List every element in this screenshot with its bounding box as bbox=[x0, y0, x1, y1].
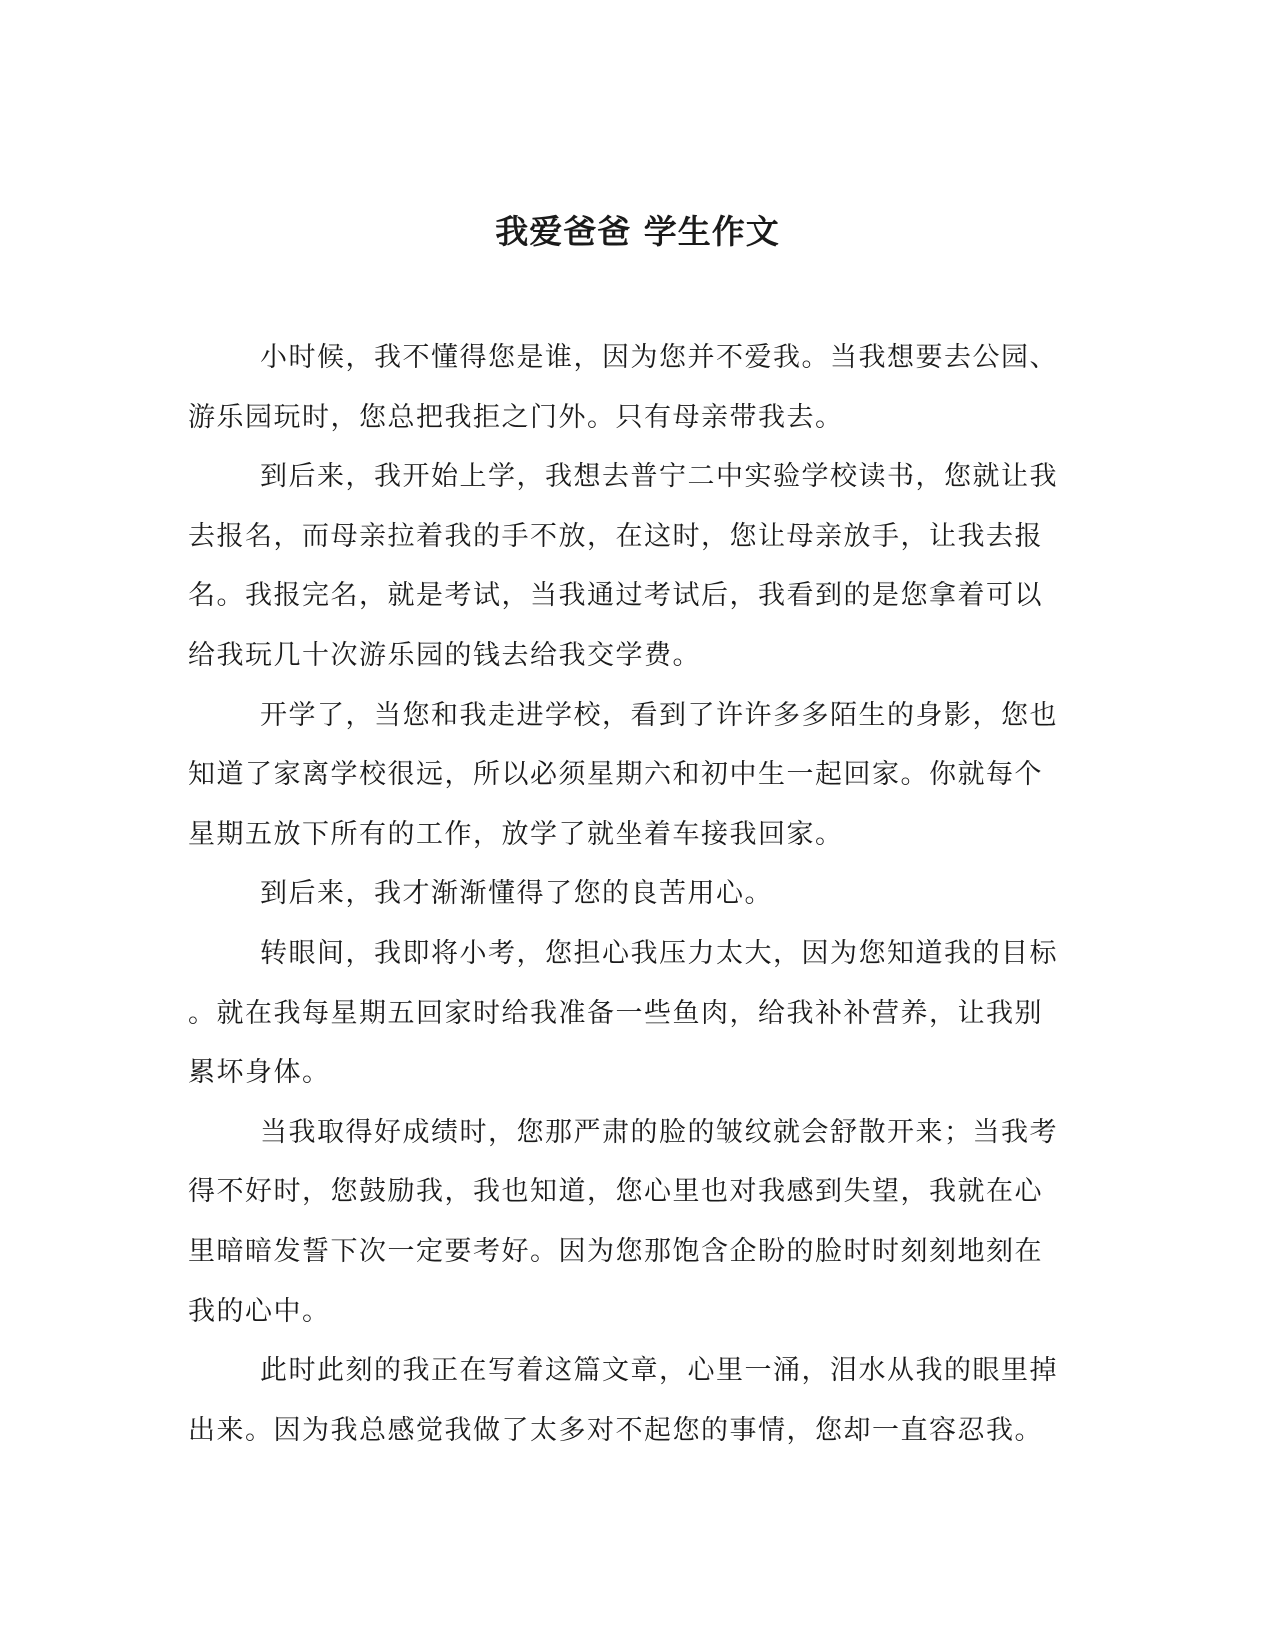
text-line: 此时此刻的我正在写着这篇文章，心里一涌，泪水从我的眼里掉 bbox=[260, 1355, 1058, 1387]
text-line: 到后来，我才渐渐懂得了您的良苦用心。 bbox=[260, 878, 773, 910]
text-line: 。就在我每星期五回家时给我准备一些鱼肉，给我补补营养，让我别 bbox=[188, 997, 1043, 1029]
text-line: 游乐园玩时，您总把我拒之门外。只有母亲带我去。 bbox=[188, 401, 844, 433]
text-line: 累坏身体。 bbox=[188, 1057, 331, 1089]
text-line: 给我玩几十次游乐园的钱去给我交学费。 bbox=[188, 639, 701, 671]
text-line: 得不好时，您鼓励我，我也知道，您心里也对我感到失望，我就在心 bbox=[188, 1176, 1043, 1208]
essay-body bbox=[188, 328, 1073, 1460]
text-line: 去报名，而母亲拉着我的手不放，在这时，您让母亲放手，让我去报 bbox=[188, 520, 1043, 552]
text-line: 知道了家离学校很远，所以必须星期六和初中生一起回家。你就每个 bbox=[188, 759, 1043, 791]
text-line: 转眼间，我即将小考，您担心我压力太大，因为您知道我的目标 bbox=[260, 937, 1058, 969]
text-line: 星期五放下所有的工作，放学了就坐着车接我回家。 bbox=[188, 818, 844, 850]
text-line: 我的心中。 bbox=[188, 1295, 331, 1327]
text-line: 小时候，我不懂得您是谁，因为您并不爱我。当我想要去公园、 bbox=[260, 342, 1058, 373]
text-line: 到后来，我开始上学，我想去普宁二中实验学校读书，您就让我 bbox=[260, 461, 1058, 493]
document-title: 我爱爸爸 学生作文 bbox=[495, 212, 780, 251]
text-line: 开学了，当您和我走进学校，看到了许许多多陌生的身影，您也 bbox=[260, 699, 1058, 731]
text-line: 出来。因为我总感觉我做了太多对不起您的事情，您却一直容忍我。 bbox=[188, 1414, 1043, 1446]
text-line: 名。我报完名，就是考试，当我通过考试后，我看到的是您拿着可以 bbox=[188, 580, 1043, 612]
text-line: 里暗暗发誓下次一定要考好。因为您那饱含企盼的脸时时刻刻地刻在 bbox=[188, 1235, 1043, 1267]
text-line: 当我取得好成绩时，您那严肃的脸的皱纹就会舒散开来；当我考 bbox=[260, 1116, 1058, 1148]
